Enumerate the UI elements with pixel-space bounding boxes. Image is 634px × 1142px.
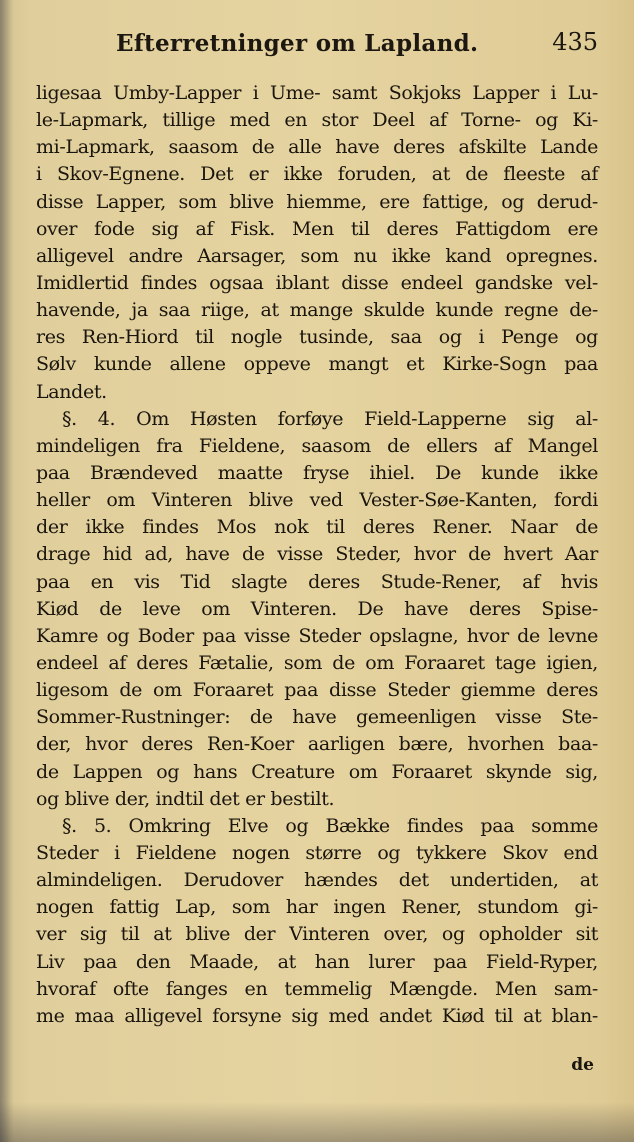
section-4-heading-line: §. 4. Om Høsten forføye Field-Lapperne sig al- <box>62 407 598 430</box>
text-line: Sølv kunde allene oppeve mangt et Kirke-Sogn paa <box>36 353 598 376</box>
text-line: i Skov-Egnene. Det er ikke foruden, at de fleeste af <box>36 163 598 186</box>
text-line: hvoraf ofte fanges en temmelig Mængde. Men sam- <box>36 977 598 1000</box>
text-line: Kiød de leve om Vinteren. De have deres Spise- <box>36 597 598 620</box>
text-line: res Ren-Hiord til nogle tusinde, saa og i Penge og <box>36 326 598 349</box>
text-line: paa en vis Tid slagte deres Stude-Rener, af hvis <box>36 570 598 593</box>
text-line: Sommer-Rustninger: de have gemeenligen visse Ste- <box>36 706 598 729</box>
gutter-shadow <box>0 0 14 1142</box>
text-line: ligesaa Umby-Lapper i Ume- samt Sokjoks Lapper i Lu- <box>36 82 598 104</box>
text-line: drage hid ad, have de visse Steder, hvor de hvert Aar <box>36 543 598 566</box>
text-line: ligesom de om Foraaret paa disse Steder giemme deres <box>36 679 598 702</box>
text-line: Kamre og Boder paa visse Steder opslagne, hvor de levne <box>36 624 598 647</box>
text-line: ver sig til at blive der Vinteren over, og opholder sit <box>36 923 598 946</box>
text-line: me maa alligevel forsyne sig med andet Kiød til at blan- <box>36 1004 598 1027</box>
text-line: havende, ja saa riige, at mange skulde kunde regne de- <box>36 299 598 322</box>
text-line: heller om Vinteren blive ved Vester-Søe-Kanten, fordi <box>36 489 598 512</box>
catchword: de <box>571 1055 594 1075</box>
running-title: Efterretninger om Lapland. <box>116 30 479 57</box>
body-text <box>36 80 598 1030</box>
text-line: mindeligen fra Fieldene, saasom de ellers af Mangel <box>36 434 598 457</box>
page-header <box>110 24 598 68</box>
text-line: der ikke findes Mos nok til deres Rener. Naar de <box>36 516 598 539</box>
page-number: 435 <box>552 28 598 56</box>
text-line: Steder i Fieldene nogen større og tykkere Skov end <box>36 841 598 864</box>
text-line: disse Lapper, som blive hiemme, ere fattige, og derud- <box>36 190 598 213</box>
text-line: over fode sig af Fisk. Men til deres Fattigdom ere <box>36 217 598 240</box>
text-line: Liv paa den Maade, at han lurer paa Field-Ryper, <box>36 950 598 973</box>
text-line: nogen fattig Lap, som har ingen Rener, stundom gi- <box>36 896 598 919</box>
paragraph-end-line: og blive der, indtil det er bestilt. <box>36 787 335 810</box>
text-line: Imidlertid findes ogsaa iblant disse endeel gandske vel- <box>36 271 598 294</box>
text-line: paa Brændeved maatte fryse ihiel. De kunde ikke <box>36 461 598 484</box>
section-5-heading-line: §. 5. Omkring Elve og Bække findes paa somme <box>62 814 598 837</box>
text-line: mi-Lapmark, saasom de alle have deres afskilte Lande <box>36 136 598 159</box>
text-line: de Lappen og hans Creature om Foraaret skynde sig, <box>36 760 598 783</box>
text-line: alligevel andre Aarsager, som nu ikke kand opregnes. <box>36 244 598 267</box>
text-line: der, hvor deres Ren-Koer aarligen bære, hvorhen baa- <box>36 733 598 756</box>
text-line: le-Lapmark, tillige med en stor Deel af Torne- og Ki- <box>36 109 598 132</box>
text-line: endeel af deres Fætalie, som de om Foraaret tage igien, <box>36 651 598 674</box>
text-line: almindeligen. Derudover hændes det undertiden, at <box>36 869 598 892</box>
paragraph-end-line: Landet. <box>36 380 107 403</box>
